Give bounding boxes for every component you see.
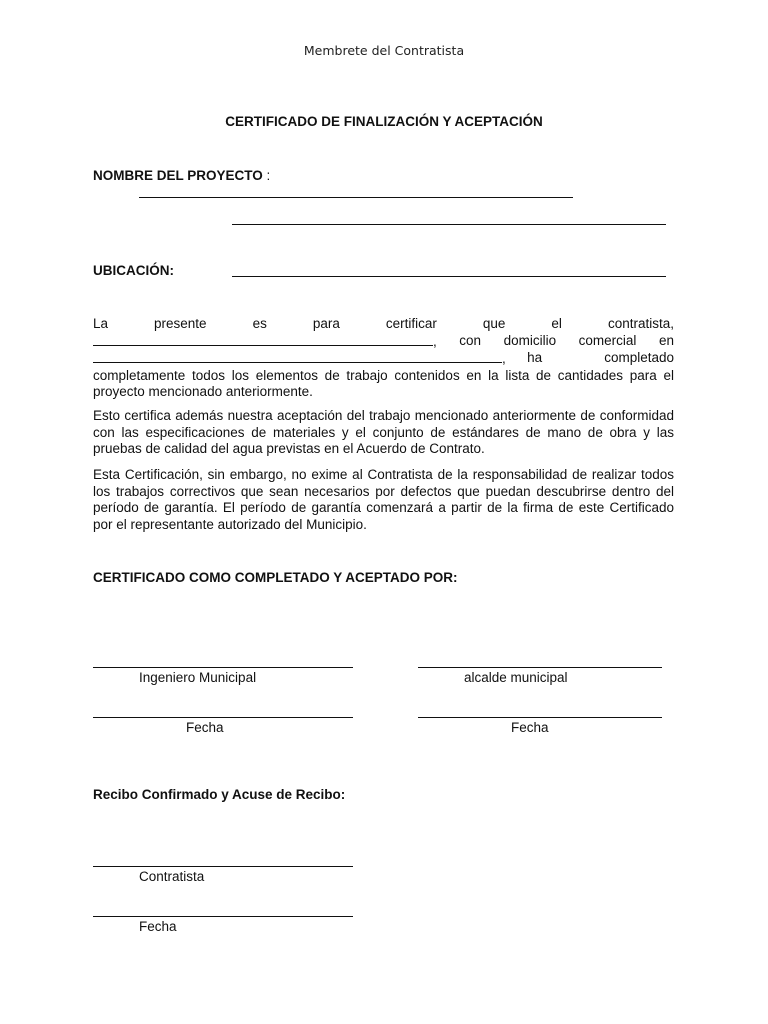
mayor-label: alcalde municipal — [464, 670, 568, 685]
contractor-signature-line[interactable] — [93, 866, 353, 867]
paragraph1-line1 — [93, 316, 674, 333]
mayor-date-line[interactable] — [418, 717, 662, 718]
p1-word: completado — [604, 350, 674, 366]
paragraph1-rest: completamente todos los elementos de trabajo contenidos en la lista de cantidades para el proyecto mencionado anteriormente. — [93, 367, 674, 400]
engineer-label: Ingeniero Municipal — [139, 670, 257, 685]
commercial-address-blank[interactable] — [93, 350, 502, 363]
p1-word: domicilio — [503, 332, 557, 348]
location-blank-line[interactable] — [232, 276, 666, 277]
engineer-date-label: Fecha — [186, 720, 224, 735]
project-name-label-text: NOMBRE DEL PROYECTO — [93, 168, 263, 183]
p1-word: para — [312, 316, 340, 331]
address-blank-group — [93, 350, 506, 368]
contractor-label: Contratista — [139, 869, 205, 884]
p1-word: ha — [527, 350, 543, 366]
project-name-blank-line-1[interactable] — [139, 197, 573, 198]
warranty-paragraph: Esta Certificación, sin embargo, no exime al Contratista de la responsabilidad de realizar todos los trabajos correctivos que sean necesarios por defectos que puedan descubrirse dentro del período de garantía. El período de garantía comenzará a partir de la firma de este Certificado por el representante autorizado del Municipio. — [93, 467, 674, 532]
p1-word: , — [433, 333, 437, 349]
p1-word: contratista, — [607, 316, 674, 331]
p1-word: que — [482, 316, 506, 331]
paragraph1-line3 — [93, 350, 674, 368]
project-name-colon: : — [262, 168, 271, 183]
project-name-blank-line-2[interactable] — [232, 224, 666, 225]
mayor-signature-line[interactable] — [418, 667, 662, 668]
engineer-date-line[interactable] — [93, 717, 353, 718]
letterhead: Membrete del Contratista — [303, 43, 465, 58]
p1-word: comercial — [578, 332, 637, 348]
acceptance-paragraph: Esto certifica además nuestra aceptación del trabajo mencionado anteriormente de conformidad con las especificaciones de materiales y el conjunto de estándares de mano de obra y las pruebas de calidad del agua previstas en el Acuerdo de Contrato. — [93, 408, 674, 457]
contractor-date-label: Fecha — [139, 919, 177, 934]
p1-word: es — [252, 316, 267, 331]
p1-word: certificar — [385, 316, 437, 331]
contractor-name-blank[interactable] — [93, 333, 433, 346]
location-label: UBICACIÓN: — [93, 263, 174, 278]
p1-word: , — [502, 351, 506, 367]
certification-paragraph — [93, 316, 674, 401]
certified-by-heading: CERTIFICADO COMO COMPLETADO Y ACEPTADO POR: — [93, 570, 458, 585]
p1-word: el — [551, 316, 562, 331]
p1-word: en — [658, 332, 674, 348]
p1-word: con — [459, 332, 482, 348]
p1-word: La — [93, 316, 109, 331]
project-name-label — [93, 168, 270, 183]
engineer-signature-line[interactable] — [93, 667, 353, 668]
mayor-date-label: Fecha — [511, 720, 549, 735]
contractor-name-blank-group — [93, 333, 437, 351]
receipt-heading: Recibo Confirmado y Acuse de Recibo: — [93, 787, 346, 802]
p1-word: presente — [154, 316, 207, 331]
paragraph1-line2 — [93, 333, 674, 351]
contractor-date-line[interactable] — [93, 916, 353, 917]
document-title: CERTIFICADO DE FINALIZACIÓN Y ACEPTACIÓN — [225, 114, 543, 129]
